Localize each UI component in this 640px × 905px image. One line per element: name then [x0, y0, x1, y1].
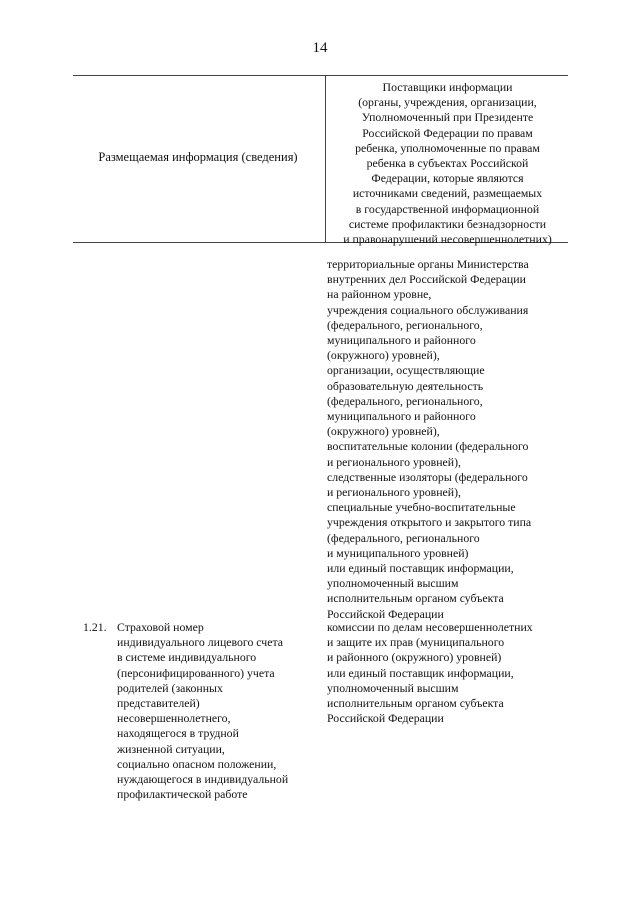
header-info-column: Размещаемая информация (сведения): [98, 150, 298, 164]
text-line: (окружного) уровней),: [327, 424, 440, 439]
text-line: уполномоченный высшим: [327, 576, 459, 591]
text-line: Российской Федерации по правам: [362, 125, 533, 140]
text-line: (федерального, регионального,: [327, 317, 483, 332]
page-number: 14: [312, 40, 328, 56]
text-line: в системе индивидуального: [117, 650, 257, 665]
text-line: исполнительным органом субъекта: [327, 591, 504, 606]
text-line: и регионального уровней),: [327, 454, 461, 469]
text-line: Уполномоченный при Президенте: [361, 110, 534, 125]
row-info-cell: [117, 620, 322, 802]
text-line: исполнительным органом субъекта: [327, 696, 504, 711]
text-line: воспитательные колонии (федерального: [327, 439, 529, 454]
text-line: индивидуального лицевого счета: [117, 635, 284, 650]
text-line: и регионального уровней),: [327, 485, 461, 500]
text-line: территориальные органы Министерства: [327, 257, 529, 271]
text-line: ребенка в субъектах Российской: [366, 156, 529, 171]
text-line: организации, осуществляющие: [327, 363, 485, 378]
text-line: в государственной информационной: [355, 201, 540, 216]
text-line: комиссии по делам несовершеннолетних: [327, 620, 533, 634]
header-providers-column: [327, 80, 568, 247]
text-line: профилактической работе: [117, 787, 248, 802]
text-line: жизненной ситуации,: [117, 741, 225, 756]
text-line: на районном уровне,: [327, 287, 432, 302]
text-line: специальные учебно-воспитательные: [327, 500, 516, 515]
text-line: (персонифицированного) учета: [117, 665, 275, 680]
text-line: Страховой номер: [117, 620, 204, 634]
row-providers-cell: [327, 620, 577, 726]
text-line: и районного (окружного) уровней): [327, 650, 502, 665]
text-line: (федерального, регионального: [327, 530, 480, 545]
text-line: (федерального, регионального,: [327, 393, 483, 408]
text-line: родителей (законных: [117, 680, 223, 695]
text-line: или единый поставщик информации,: [327, 561, 514, 576]
continued-providers-cell: [327, 257, 577, 622]
text-line: и правонарушений несовершеннолетних): [343, 232, 552, 247]
text-line: несовершеннолетнего,: [117, 711, 231, 726]
text-line: учреждения социального обслуживания: [327, 302, 529, 317]
text-line: муниципального и районного: [327, 333, 476, 348]
table-column-divider: [325, 75, 326, 242]
text-line: и муниципального уровней): [327, 545, 469, 560]
text-line: Поставщики информации: [382, 80, 513, 94]
text-line: муниципального и районного: [327, 409, 476, 424]
text-line: Российской Федерации: [327, 711, 444, 726]
text-line: Российской Федерации: [327, 606, 444, 621]
text-line: источниками сведений, размещаемых: [352, 186, 543, 201]
row-number: 1.21.: [83, 620, 107, 634]
text-line: Федерации, которые являются: [371, 171, 524, 186]
text-line: (органы, учреждения, организации,: [358, 95, 537, 110]
text-line: системе профилактики безнадзорности: [348, 216, 547, 231]
text-line: (окружного) уровней),: [327, 348, 440, 363]
text-line: представителей): [117, 696, 200, 711]
text-line: ребенка, уполномоченные по правам: [355, 140, 540, 155]
text-line: нуждающегося в индивидуальной: [117, 772, 289, 787]
table-top-rule: [73, 75, 568, 76]
text-line: находящегося в трудной: [117, 726, 239, 741]
text-line: внутренних дел Российской Федерации: [327, 272, 526, 287]
text-line: и защите их прав (муниципального: [327, 635, 505, 650]
text-line: уполномоченный высшим: [327, 680, 459, 695]
text-line: учреждения открытого и закрытого типа: [327, 515, 532, 530]
text-line: образовательную деятельность: [327, 378, 484, 393]
text-line: или единый поставщик информации,: [327, 665, 514, 680]
text-line: социально опасном положении,: [117, 756, 277, 771]
text-line: следственные изоляторы (федерального: [327, 469, 528, 484]
